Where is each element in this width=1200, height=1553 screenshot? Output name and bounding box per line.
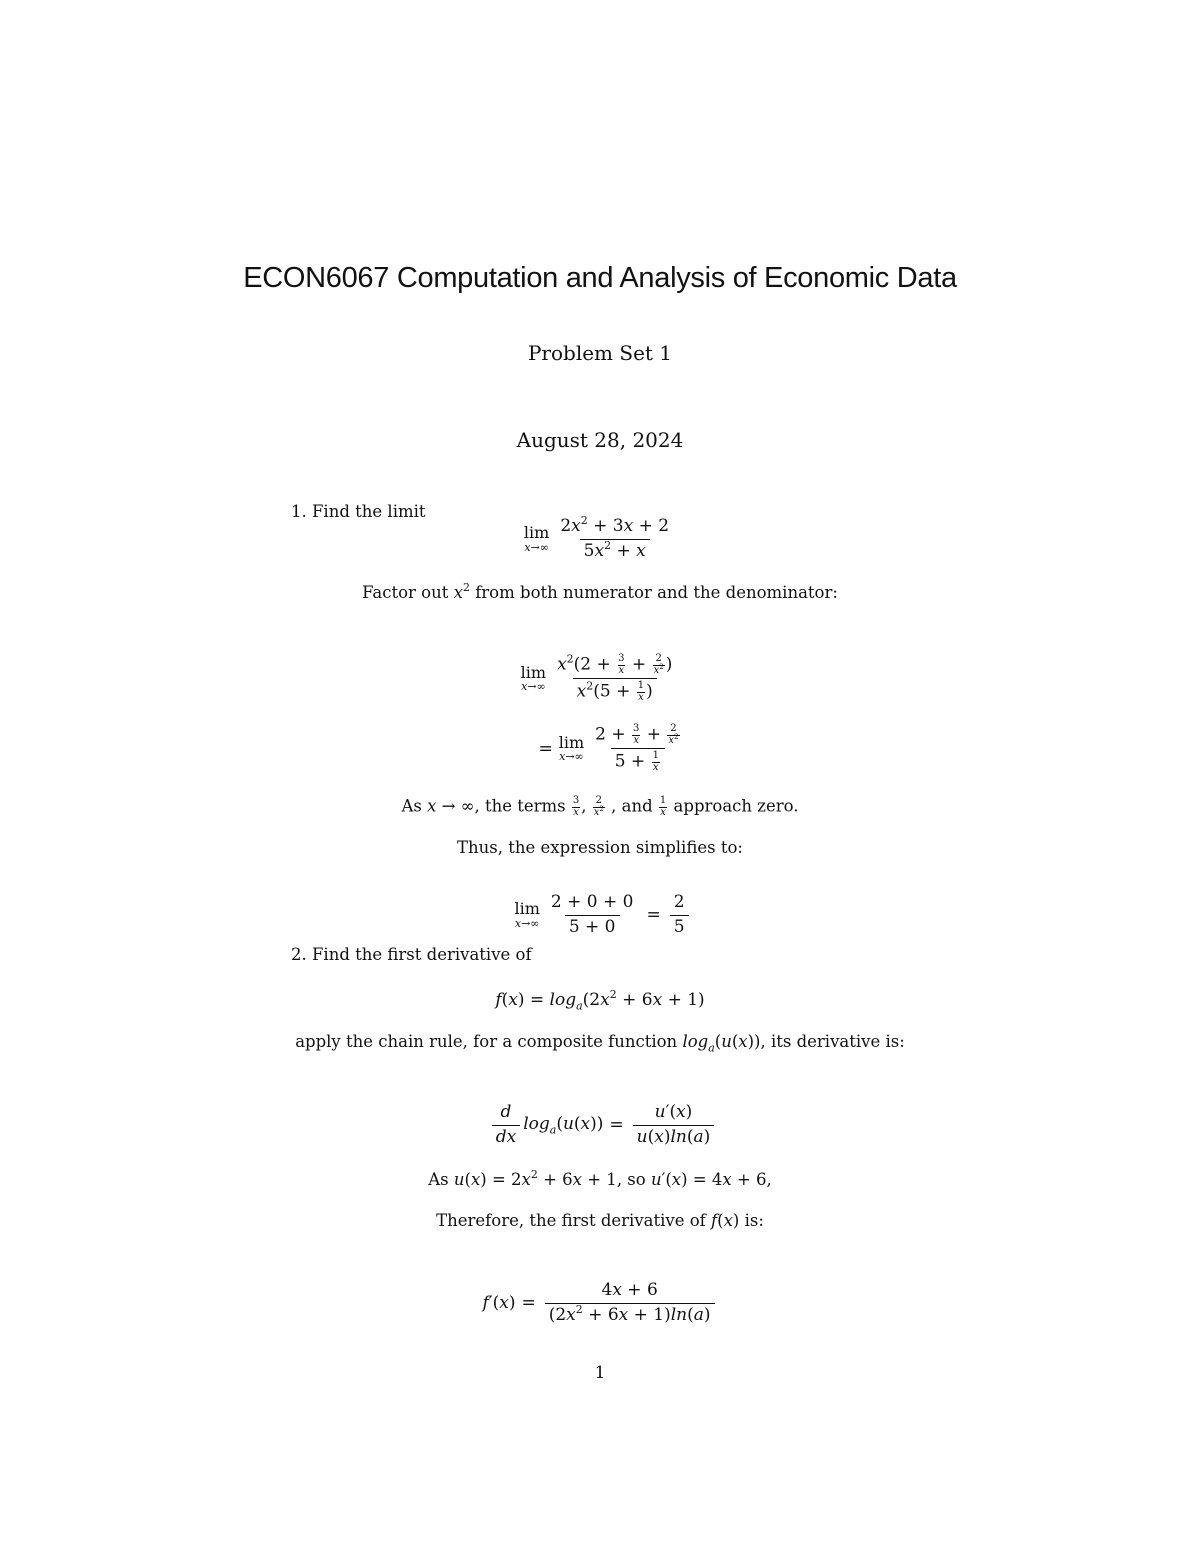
page-number: 1: [594, 1363, 606, 1383]
document-subtitle: Problem Set 1: [527, 341, 673, 365]
document-title: ECON6067 Computation and Analysis of Economic Data: [243, 262, 957, 294]
limit-result: lim x→∞ $\frac{2 + 0 + 0}{5 + 0}$ = $\frac{2}{5}$: [0, 893, 1200, 937]
approach-zero-statement: As x → ∞, the terms $\frac{3}{x}$ , $\frac{2}{x^2}$ , and $\frac{1}{x}$ approach zero.: [401, 795, 799, 818]
limit-expression-2: lim x→∞ $x^2(2$ + $\frac{3}{x}$ + $\frac{2}{x^2}$ ) $x^2(5$ + $\frac{1}{x}$ ): [520, 652, 673, 703]
u-definition-statement: As $u(x) = 2x^2 + 6x + 1$, so u′(x) = 4x + 6,: [428, 1168, 772, 1189]
function-definition: $f(x) = \log_a(2x^2 + 6x + 1)$: [495, 988, 705, 1013]
document-date: August 28, 2024: [516, 428, 684, 452]
derivative-result: f′(x) = $\frac{4x + 6}{(2x^2 + 6x + 1)\ln(a)}$: [0, 1281, 1200, 1325]
factor-instruction: Factor out $x^2$ from both numerator and the denominator:: [362, 581, 838, 602]
simplify-statement: Thus, the expression simplifies to:: [457, 838, 743, 857]
limit-expression-1: lim x→∞ $\frac{2x^2 + 3x + 2}{5x^2 + x}$: [523, 514, 670, 561]
problem-2-prompt: 2. Find the first derivative of: [291, 945, 532, 964]
chain-rule-statement: apply the chain rule, for a composite function $\log_a(u(x))$, its derivative is:: [295, 1032, 905, 1055]
therefore-statement: Therefore, the first derivative of f(x) is:: [436, 1211, 764, 1230]
chain-rule-formula: $\frac{d}{dx}$ $\log_a(u(x))$ = $\frac{u'(x)}{u(x)\ln(a)}$: [0, 1103, 1200, 1147]
limit-expression-3: = lim x→∞ 2 + $\frac{3}{x}$ + $\frac{2}{x^2}$ 5 + $\frac{1}{x}$: [538, 723, 679, 773]
problem-1-prompt: 1. Find the limit: [291, 502, 426, 521]
